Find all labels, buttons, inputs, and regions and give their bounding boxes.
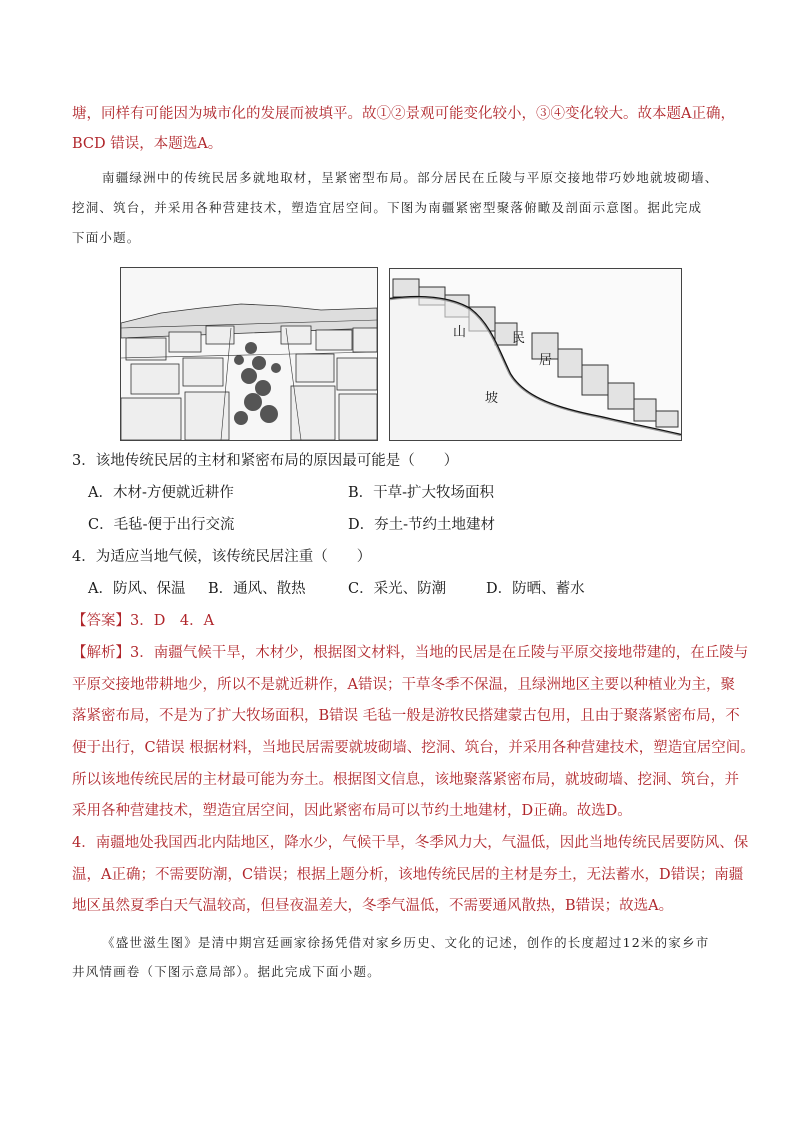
answer-line	[72, 611, 214, 631]
label-po: 坡	[485, 391, 499, 406]
question-4-option-c: C．采光、防潮	[348, 581, 447, 597]
question-3-option-c: C．毛毡-便于出行交流	[88, 517, 235, 533]
intro-paragraph-line-2: 挖洞、筑台，并采用各种营建技术，塑造宜居空间。下图为南疆紧密型聚落俯瞰及剖面示意图。据此完成	[72, 200, 703, 215]
continued-answer-line-2: BCD 错误，本题选A。	[72, 136, 223, 152]
analysis-line-5: 所以该地传统民居的主材最可能为夯土。根据图文信息，该地聚落紧密布局，就坡砌墙、挖洞、筑台，并	[72, 772, 739, 788]
cross-section-figure	[389, 268, 682, 441]
question-4-option-d: D．防晒、蓄水	[486, 581, 585, 597]
analysis-tag: 【解析】	[72, 645, 130, 661]
question-3-option-b: B．干草-扩大牧场面积	[348, 485, 495, 501]
question-4-stem: 4．为适应当地气候，该传统民居注重（ ）	[72, 549, 372, 565]
label-min: 民	[512, 331, 526, 346]
next-intro-line-2: 井风情画卷（下图示意局部）。据此完成下面小题。	[72, 964, 381, 979]
analysis-line-1: 【解析】3．南疆气候干旱，木材少，根据图文材料，当地的民居是在丘陵与平原交接地带建的，在丘陵与	[72, 645, 749, 661]
answer-text: 3．D 4．A	[130, 613, 215, 629]
question-4-option-b: B．通风、散热	[208, 581, 306, 597]
intro-paragraph-line-3: 下面小题。	[72, 230, 141, 245]
label-ju: 居	[539, 353, 553, 368]
analysis-line-9: 地区虽然夏季白天气温较高，但昼夜温差大，冬季气温低，不需要通风散热，B错误；故选A。	[72, 898, 674, 914]
aerial-view-figure	[120, 267, 378, 441]
analysis-line-8: 温，A正确；不需要防潮，C错误；根据上题分析，该地传统民居的主材是夯土，无法蓄水，D错误；南疆	[72, 867, 744, 883]
question-3-option-d: D．夯土-节约土地建材	[348, 517, 496, 533]
next-intro-line-1: 《盛世滋生图》是清中期宫廷画家徐扬凭借对家乡历史、文化的记述，创作的长度超过12米的家乡市	[102, 935, 710, 950]
intro-paragraph-line-1: 南疆绿洲中的传统民居多就地取材，呈紧密型布局。部分居民在丘陵与平原交接地带巧妙地就坡砌墙、	[102, 170, 719, 185]
question-3-option-a: A．木材-方便就近耕作	[88, 485, 234, 501]
analysis-line-3: 落紧密布局，不是为了扩大牧场面积，B错误 毛毡一般是游牧民搭建蒙古包用，且由于聚落紧密布局，不	[72, 708, 740, 724]
analysis-line-2: 平原交接地带耕地少，所以不是就近耕作，A错误；干草冬季不保温，且绿洲地区主要以种植业为主，聚	[72, 677, 735, 693]
question-4-option-a: A．防风、保温	[88, 581, 186, 597]
slope-cross-section-drawing	[390, 269, 681, 440]
answer-tag: 【答案】	[72, 613, 130, 629]
analysis-line-7: 4．南疆地处我国西北内陆地区，降水少，气候干旱，冬季风力大，气温低，因此当地传统民居要防风、保	[72, 835, 749, 851]
continued-answer-line-1: 塘，同样有可能因为城市化的发展而被填平。故①②景观可能变化较小，③④变化较大。故本题A正确，	[72, 106, 735, 122]
aerial-sketch-drawing	[121, 268, 377, 440]
analysis-line-6: 采用各种营建技术，塑造宜居空间，因此紧密布局可以节约土地建材，D正确。故选D。	[72, 803, 632, 819]
question-3-stem: 3．该地传统民居的主材和紧密布局的原因最可能是（ ）	[72, 453, 459, 469]
analysis-line-4: 便于出行，C错误 根据材料，当地民居需要就坡砌墙、挖洞、筑台，并采用各种营建技术，塑造宜居空间。	[72, 740, 755, 756]
label-shan: 山	[453, 325, 467, 340]
